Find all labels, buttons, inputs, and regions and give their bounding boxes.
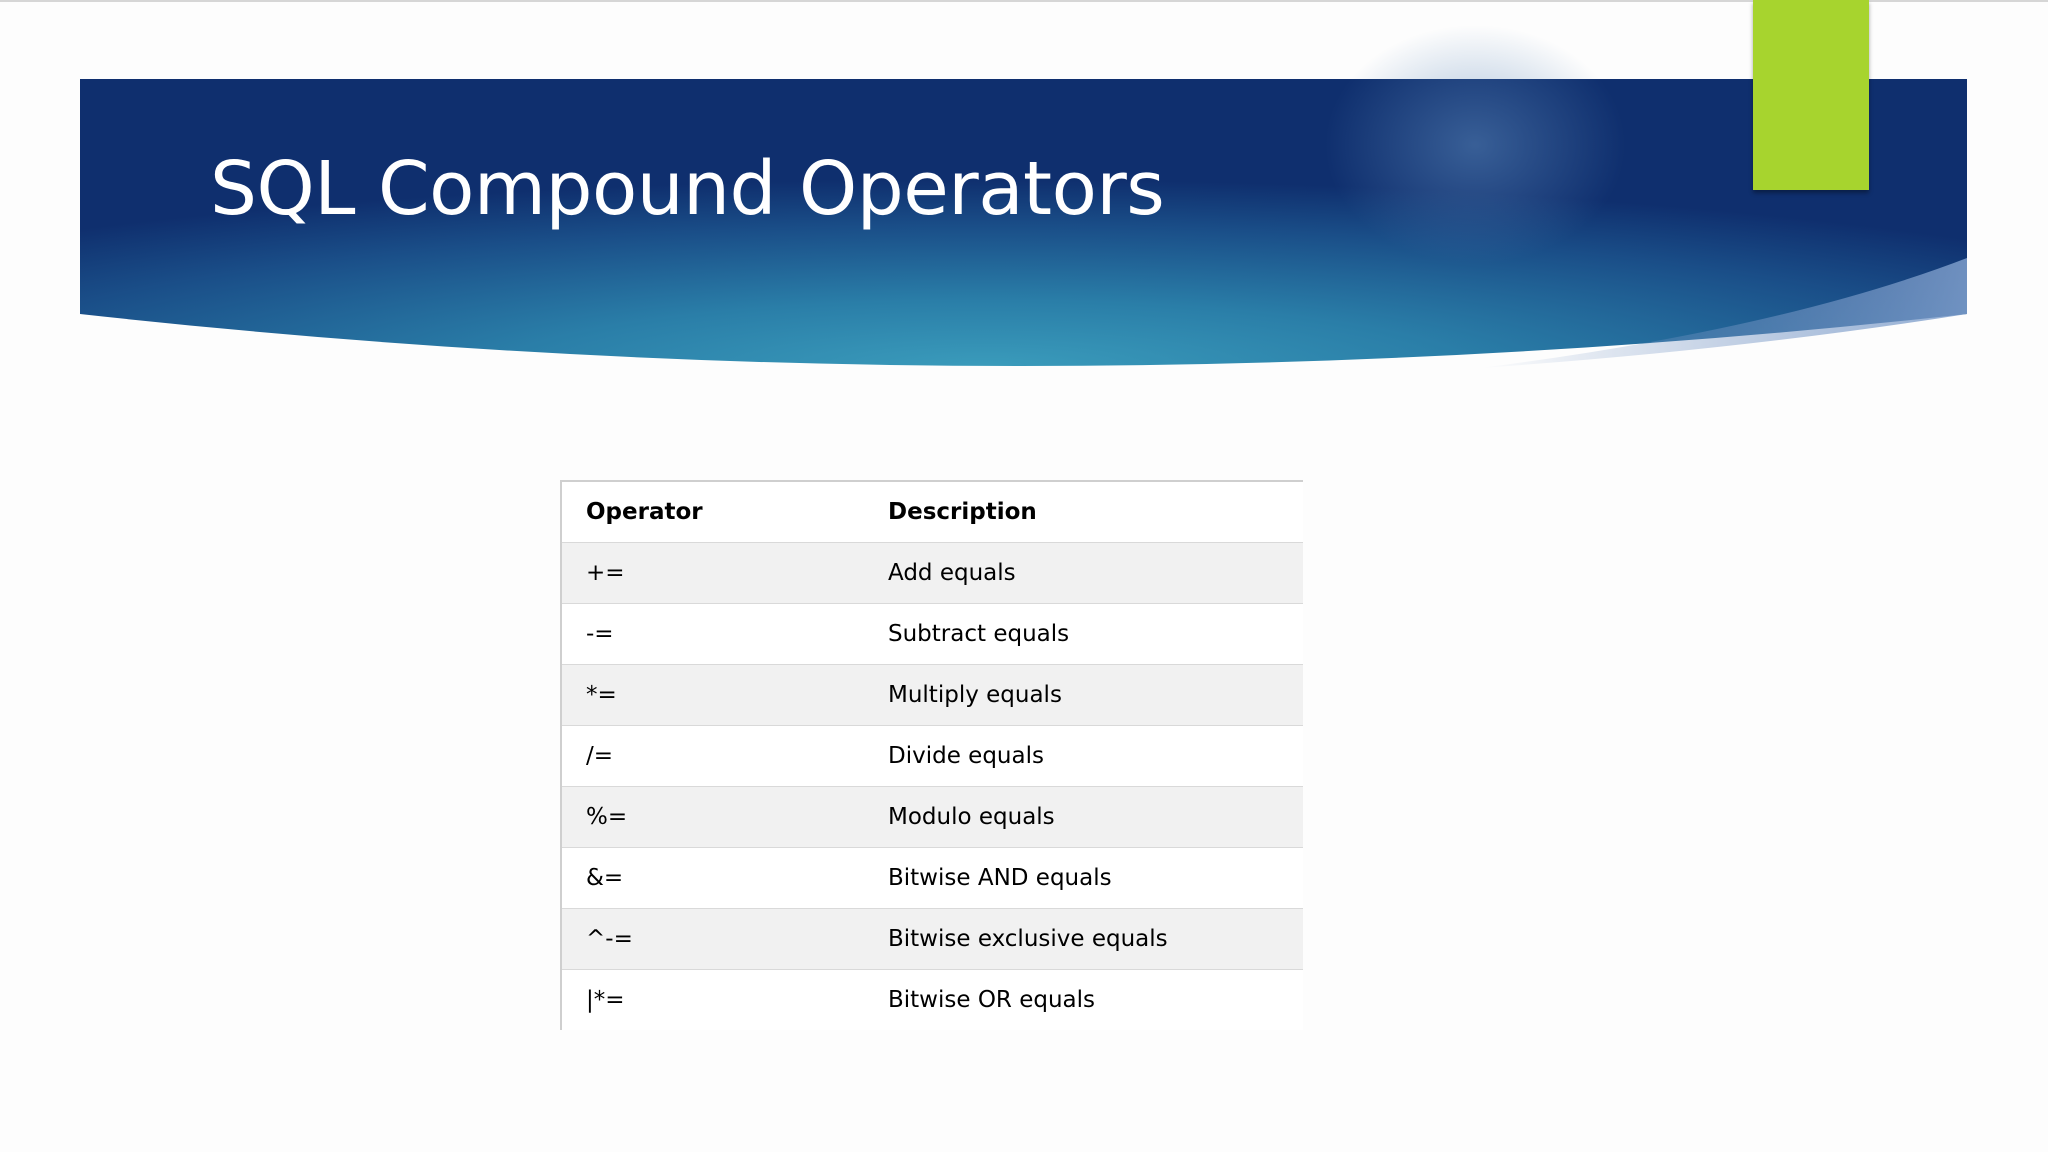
operator-cell: %= (562, 787, 888, 848)
operators-table (562, 482, 1303, 1030)
operator-cell: ^-= (562, 909, 888, 970)
table-header-row (562, 482, 1303, 543)
description-cell: Bitwise AND equals (888, 848, 1303, 909)
accent-tab (1753, 0, 1869, 190)
operators-table-container (560, 480, 1303, 1030)
operator-cell: &= (562, 848, 888, 909)
description-cell: Modulo equals (888, 787, 1303, 848)
operator-cell: *= (562, 665, 888, 726)
table-row (562, 726, 1303, 787)
column-header-operator: Operator (562, 482, 888, 543)
description-cell: Bitwise exclusive equals (888, 909, 1303, 970)
operator-cell: -= (562, 604, 888, 665)
table-row (562, 787, 1303, 848)
operator-cell: /= (562, 726, 888, 787)
column-header-description: Description (888, 482, 1303, 543)
operator-cell: |*= (562, 970, 888, 1031)
slide-title: SQL Compound Operators (210, 146, 1165, 232)
table-row (562, 909, 1303, 970)
description-cell: Bitwise OR equals (888, 970, 1303, 1031)
description-cell: Subtract equals (888, 604, 1303, 665)
table-row (562, 604, 1303, 665)
description-cell: Add equals (888, 543, 1303, 604)
operator-cell: += (562, 543, 888, 604)
table-row (562, 665, 1303, 726)
table-row (562, 970, 1303, 1031)
table-row (562, 848, 1303, 909)
description-cell: Divide equals (888, 726, 1303, 787)
table-row (562, 543, 1303, 604)
description-cell: Multiply equals (888, 665, 1303, 726)
